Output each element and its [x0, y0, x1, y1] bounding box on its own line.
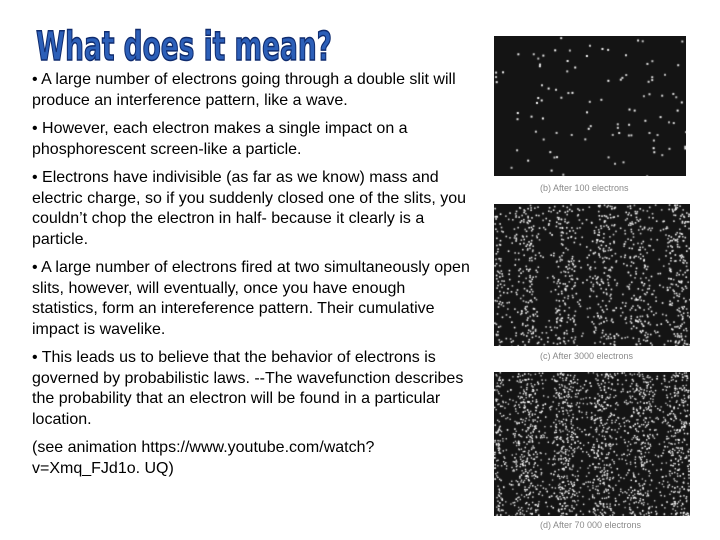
bullet-3: • Electrons have indivisible (as far as we know) mass and electric charge, so if you suddenly closed one of the slits, you couldn’t chop the electron in half- because it clearly is a particle.	[32, 169, 467, 248]
caption-3000: (c) After 3000 electrons	[540, 351, 634, 361]
electron-dots-100	[494, 36, 686, 176]
electron-pattern-3000	[494, 204, 690, 346]
electron-dots-3000	[494, 204, 690, 346]
bullet-5: • This leads us to believe that the behavior of electrons is governed by probabilistic laws. --The wavefunction describes the probability that an electron will be found in a particular location.	[32, 349, 464, 428]
slide-title-text: What does it mean?	[36, 24, 332, 70]
slide-title	[34, 14, 334, 68]
electron-pattern-100	[494, 36, 686, 176]
body-text	[32, 70, 470, 487]
caption-70000: (d) After 70 000 electrons	[540, 520, 642, 530]
bullet-4: • A large number of electrons fired at two simultaneously open slits, however, will eventually, once you have enough statistics, form an intereference pattern. Their cumulative impact is wavelike.	[32, 259, 470, 338]
caption-100: (b) After 100 electrons	[540, 183, 629, 193]
animation-note: (see animation https://www.youtube.com/watch?v=Xmq_FJd1o. UQ)	[32, 439, 375, 477]
electron-pattern-70000	[494, 372, 690, 516]
electron-dots-70000	[494, 372, 690, 516]
bullet-1: • A large number of electrons going through a double slit will produce an interference pattern, like a wave.	[32, 71, 456, 109]
bullet-2: • However, each electron makes a single impact on a phosphorescent screen-like a particle.	[32, 120, 408, 158]
